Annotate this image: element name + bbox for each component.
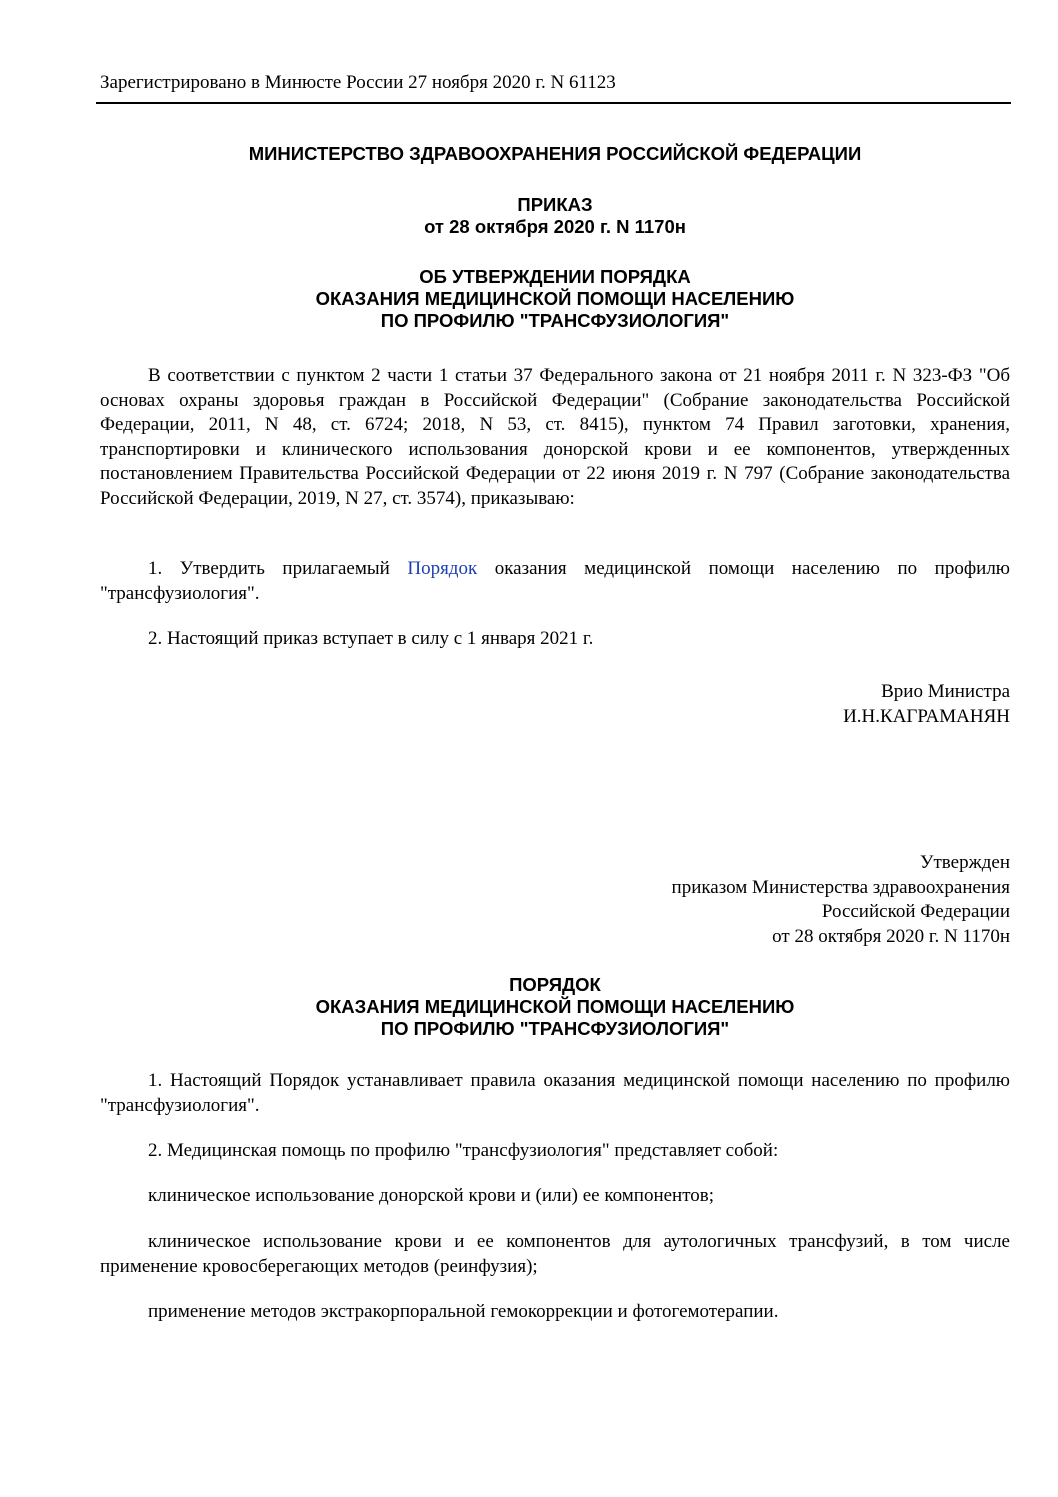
- approval-line: от 28 октября 2020 г. N 1170н: [772, 925, 1010, 947]
- procedure-link[interactable]: Порядок: [407, 558, 478, 579]
- order-heading: [100, 194, 1010, 238]
- procedure-title: [100, 974, 1010, 1040]
- procedure-paragraph-3: клиническое использование донорской крови и (или) ее компонентов;: [148, 1185, 715, 1206]
- registration-note: Зарегистрировано в Минюсте России 27 ноября 2020 г. N 61123: [100, 72, 616, 93]
- procedure-title-line: ПОРЯДОК: [509, 974, 601, 995]
- approval-stamp: [672, 851, 1010, 949]
- approval-line: Утвержден: [920, 852, 1010, 873]
- order-title-line: ПО ПРОФИЛЮ "ТРАНСФУЗИОЛОГИЯ": [380, 310, 730, 331]
- procedure-paragraph-1: 1. Настоящий Порядок устанавливает правила оказания медицинской помощи населению по профилю "трансфузиология".: [100, 1070, 1010, 1116]
- header-divider: [96, 102, 1011, 104]
- order-title: [100, 266, 1010, 332]
- order-date: от 28 октября 2020 г. N 1170н: [424, 216, 686, 237]
- procedure-paragraph-5: применение методов экстракорпоральной гемокоррекции и фотогемотерапии.: [148, 1301, 779, 1322]
- order-item-2: 2. Настоящий приказ вступает в силу с 1 января 2021 г.: [148, 628, 594, 649]
- signature-name: И.Н.КАГРАМАНЯН: [843, 705, 1010, 727]
- order-item-1: [100, 557, 1010, 606]
- signature-block: [843, 680, 1010, 729]
- ministry-heading: МИНИСТЕРСТВО ЗДРАВООХРАНЕНИЯ РОССИЙСКОЙ ФЕДЕРАЦИИ: [248, 143, 862, 164]
- procedure-title-line: ПО ПРОФИЛЮ "ТРАНСФУЗИОЛОГИЯ": [380, 1018, 730, 1039]
- order-type: ПРИКАЗ: [517, 194, 593, 215]
- preamble-paragraph: В соответствии с пунктом 2 части 1 статьи 37 Федерального закона от 21 ноября 2011 г. N 323-ФЗ "Об основах охраны здоровья граждан в Российской Федерации" (Собрание законодательства Российской Федерации, 2011, N 48, ст. 6724; 2018, N 53, ст. 8415), пунктом 74 Правил заготовки, хранения, транспортировки и клинического использования донорской крови и ее компонентов, утвержденных постановлением Правительства Российской Федерации от 22 июня 2019 г. N 797 (Собрание законодательства Российской Федерации, 2019, N 27, ст. 3574), приказываю:: [100, 365, 1010, 509]
- procedure-paragraph-4: клиническое использование крови и ее компонентов для аутологичных трансфузий, в том числе применение кровосберегающих методов (реинфузия);: [100, 1231, 1010, 1277]
- procedure-paragraph-2: 2. Медицинская помощь по профилю "трансфузиология" представляет собой:: [148, 1140, 779, 1161]
- signature-position: Врио Министра: [881, 681, 1010, 702]
- order-item-1-text-after: оказания медицинской помощи населению по профилю "трансфузиология".: [100, 558, 1010, 604]
- order-item-1-text-before: 1. Утвердить прилагаемый: [148, 558, 408, 579]
- procedure-title-line: ОКАЗАНИЯ МЕДИЦИНСКОЙ ПОМОЩИ НАСЕЛЕНИЮ: [315, 996, 795, 1017]
- order-title-line: ОБ УТВЕРЖДЕНИИ ПОРЯДКА: [419, 266, 691, 287]
- order-title-line: ОКАЗАНИЯ МЕДИЦИНСКОЙ ПОМОЩИ НАСЕЛЕНИЮ: [315, 288, 795, 309]
- approval-line: Российской Федерации: [821, 901, 1010, 922]
- approval-line: приказом Министерства здравоохранения: [671, 876, 1010, 898]
